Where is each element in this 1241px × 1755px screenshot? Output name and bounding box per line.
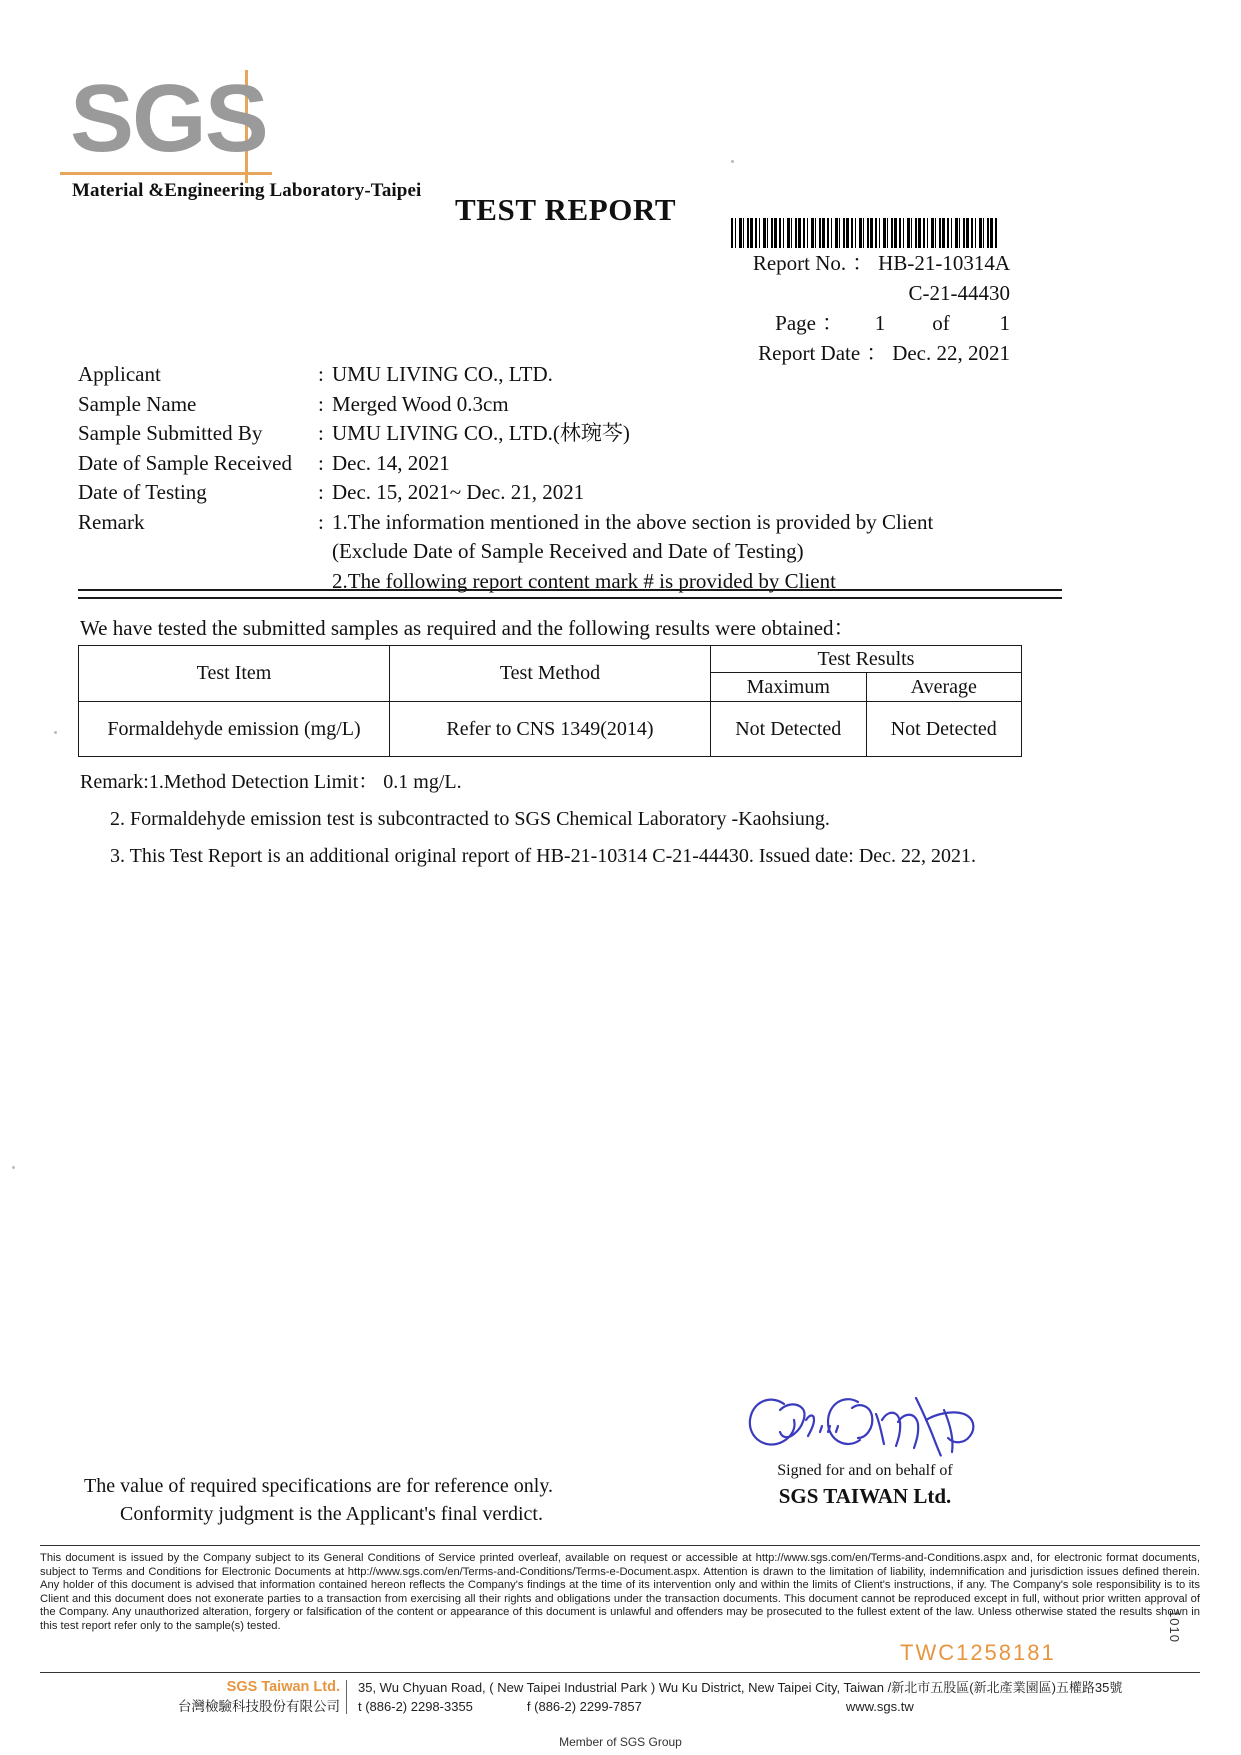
info-label-date-received: Date of Sample Received	[78, 450, 292, 475]
report-no-colon: ：	[852, 251, 874, 275]
footer-company-cn: 台灣檢驗科技股份有限公司	[178, 1699, 340, 1714]
sample-info-block	[78, 360, 1078, 596]
info-label-remark: Remark	[78, 509, 145, 534]
header-test-results: Test Results	[711, 646, 1022, 673]
remark-subcontract: 2. Formaldehyde emission test is subcontracted to SGS Chemical Laboratory -Kaohsiung.	[110, 808, 830, 830]
footer-member-note: Member of SGS Group	[559, 1735, 682, 1749]
info-label-sample-name: Sample Name	[78, 391, 197, 416]
signed-for-label: Signed for and on behalf of	[777, 1462, 953, 1479]
footer-top-rule	[40, 1672, 1200, 1673]
info-row-date-received	[78, 449, 1078, 479]
report-no-label: Report No.	[752, 251, 847, 275]
page-label: Page	[775, 311, 816, 335]
sgs-logo-text: SGS	[70, 65, 267, 172]
header-test-item: Test Item	[79, 646, 390, 702]
handwritten-signature-icon	[740, 1380, 990, 1460]
signing-company: SGS TAIWAN Ltd.	[778, 1484, 952, 1508]
info-value-remark: 1.The information mentioned in the above section is provided by Client	[332, 509, 934, 534]
info-row-sample-name	[78, 390, 1078, 420]
info-colon: :	[318, 421, 324, 445]
sgs-logo	[70, 65, 300, 180]
info-value-sample-name: Merged Wood 0.3cm	[332, 391, 509, 416]
laboratory-name: Material &Engineering Laboratory-Taipei	[72, 180, 422, 201]
header-average: Average	[866, 673, 1022, 702]
section-divider	[78, 589, 1062, 599]
info-row-remark	[78, 508, 1078, 538]
remark-exclude-note: (Exclude Date of Sample Received and Date of Testing)	[332, 539, 804, 563]
cell-test-method: Refer to CNS 1349(2014)	[390, 702, 711, 757]
info-colon: :	[318, 391, 324, 416]
info-colon: :	[318, 362, 324, 386]
side-margin-code: 1010	[1167, 1610, 1182, 1643]
info-value-submitted-by: UMU LIVING CO., LTD.(林琬芩)	[332, 421, 630, 445]
info-value-date-received: Dec. 14, 2021	[332, 450, 450, 475]
report-no-value: HB-21-10314A	[878, 251, 1010, 275]
footer-website: www.sgs.tw	[845, 1699, 914, 1714]
report-no-second-row	[640, 278, 1010, 308]
remarks-block	[80, 765, 1060, 868]
footer-contact-line	[358, 1697, 1188, 1716]
info-colon: :	[318, 509, 324, 534]
terms-and-conditions-text: This document is issued by the Company subject to its General Conditions of Service printed overleaf, available on request or accessible at http://www.sgs.com/en/Terms-and-Conditions.aspx and, for electronic format documents, subject to Terms and Conditions for Electronic Documents at http://www.sgs.com/en/Terms-and-Conditions/Terms-e-Document.aspx. Attention is drawn to the limitation of liability, indemnification and jurisdiction issues defined therein. Any holder of this document is advised that information contained hereon reflects the Company's findings at the time of its intervention only and within the limits of Client's instructions, if any. The Company's sole responsibility is to its Client and this document does not exonerate parties to a transaction from exercising all their rights and obligations under the transaction documents. This document cannot be reproduced except in full, without prior written approval of the Company. Any unauthorized alteration, forgery or falsification of the content or appearance of this document is unlawful and offenders may be prosecuted to the fullest extent of the law. Unless otherwise stated the results shown in this test report refer only to the sample(s) tested.	[40, 1552, 1200, 1632]
footer-telephone: t (886-2) 2298-3355	[358, 1699, 473, 1714]
header-maximum: Maximum	[711, 673, 867, 702]
cell-average: Not Detected	[866, 702, 1022, 757]
info-row-applicant	[78, 360, 1078, 390]
footer-contact-details	[358, 1678, 1188, 1716]
remark-additional-original: 3. This Test Report is an additional original report of HB-21-10314 C-21-44430. Issued date: Dec. 22, 2021.	[110, 845, 977, 867]
footer-address-line	[358, 1678, 1188, 1697]
info-value-date-testing: Dec. 15, 2021~ Dec. 21, 2021	[332, 480, 585, 504]
page-title: TEST REPORT	[455, 192, 677, 227]
header-test-method: Test Method	[390, 646, 711, 702]
report-date-label: Report Date	[758, 341, 861, 365]
fineprint-top-rule	[40, 1545, 1200, 1546]
results-table	[78, 645, 1022, 757]
remark-detection-limit: Remark:1.Method Detection Limit： 0.1 mg/L.	[80, 771, 462, 793]
page-current: 1	[874, 311, 886, 335]
footer-address-cn: 新北市五股區(新北產業園區)五權路35號	[891, 1680, 1123, 1695]
info-colon: :	[318, 450, 324, 475]
document-serial-number: TWC1258181	[900, 1640, 1056, 1665]
cell-test-item: Formaldehyde emission (mg/L)	[79, 702, 390, 757]
verdict-line-1: The value of required specifications are for reference only.	[84, 1475, 554, 1497]
table-row	[79, 702, 1022, 757]
table-header-row-1	[79, 646, 1022, 673]
info-row-date-testing	[78, 478, 1078, 508]
page-total: 1	[999, 311, 1010, 335]
info-colon: :	[318, 480, 324, 504]
info-label-date-testing: Date of Testing	[78, 480, 207, 504]
report-header-info	[640, 248, 1010, 368]
page-colon: ：	[822, 311, 843, 335]
remark-hash-note: 2.The following report content mark # is provided by Client	[332, 568, 836, 593]
footer-fax: f (886-2) 2299-7857	[526, 1699, 642, 1714]
info-label-applicant: Applicant	[78, 362, 161, 386]
scan-speck	[54, 731, 57, 734]
report-no-row	[640, 248, 1010, 278]
signature-block	[735, 1380, 995, 1509]
footer-vertical-divider	[346, 1680, 347, 1714]
barcode-image	[731, 218, 997, 248]
footer-company-names	[150, 1678, 340, 1716]
footer-company-en: SGS Taiwan Ltd.	[226, 1679, 340, 1695]
info-value-applicant: UMU LIVING CO., LTD.	[332, 362, 553, 386]
scan-speck	[12, 1166, 15, 1169]
verdict-line-2: Conformity judgment is the Applicant's final verdict.	[120, 1503, 543, 1525]
page-row	[640, 308, 1010, 338]
cell-maximum: Not Detected	[711, 702, 867, 757]
verdict-note	[84, 1472, 553, 1528]
page-of-label: of	[932, 311, 950, 335]
footer-address-en: 35, Wu Chyuan Road, ( New Taipei Industrial Park ) Wu Ku District, New Taipei City, Taiwan /	[358, 1680, 892, 1695]
results-intro-text: We have tested the submitted samples as required and the following results were obtained：	[80, 616, 855, 640]
info-label-submitted-by: Sample Submitted By	[78, 421, 263, 445]
scan-speck	[731, 160, 734, 163]
report-no-value-2: C-21-44430	[908, 281, 1010, 305]
report-date-value: Dec. 22, 2021	[892, 341, 1010, 365]
report-date-colon: ：	[866, 341, 888, 365]
info-row-submitted-by	[78, 419, 1078, 449]
